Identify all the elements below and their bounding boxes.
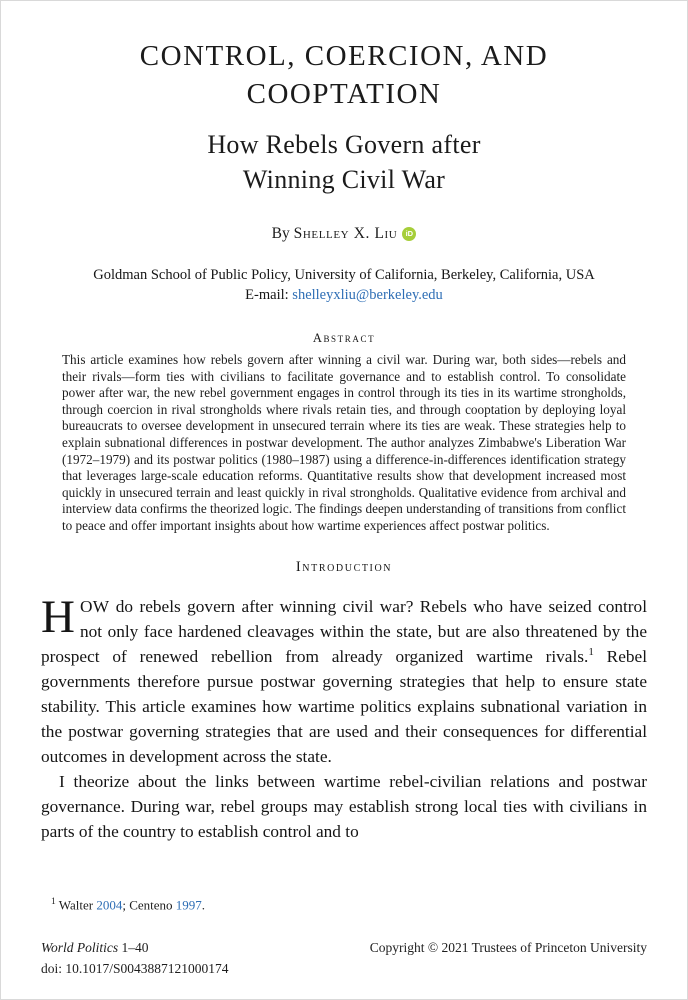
journal-title: World Politics (41, 940, 119, 955)
footnote-text: Walter (55, 897, 97, 912)
email-label: E-mail: (245, 287, 293, 303)
title-line-1: CONTROL, COERCION, AND (139, 40, 549, 72)
byline-prefix: By (271, 225, 294, 242)
intro-paragraph-1 (41, 590, 647, 769)
article-title (41, 37, 647, 113)
email-link[interactable]: shelleyxliu@berkeley.edu (292, 287, 443, 303)
journal-page-range: 1–40 (118, 940, 149, 955)
abstract-text: This article examines how rebels govern after winning a civil war. During war, both sides—rebels and their rivals—form ties with civilians to facilitate governance and to establish control. To consolidate power after war, the new rebel government engages in control through its ties in its wartime strongholds, through coercion in rival strongholds where rivals retain ties, and through cooptation by deploying loyal bureaucrats to oversee development in unsecured terrain where its ties are weak. These strategies help to explain subnational differences in postwar development. The author analyzes Zimbabwe's Liberation War (1972–1979) and its postwar politics (1980–1987) using a difference-in-differences identification strategy that leverages large-scale education reforms. Quantitative results show that development increased most quickly in unsecured terrain and least quickly in rival strongholds. Qualitative evidence from archival and interview data confirms the theorized logic. The findings deepen understanding of transitions from conflict to peace and offer important insights about how wartime experiences affect postwar politics. (62, 352, 626, 533)
page-footer (41, 937, 647, 979)
intro-paragraph-2: I theorize about the links between wartime rebel-civilian relations and postwar governance. During war, rebel groups may establish strong local ties with civilians in parts of the country to establish control and to (41, 771, 647, 841)
author-name: Shelley X. Liu (293, 225, 398, 242)
footer-left (41, 937, 229, 979)
footnote-text: ; Centeno (122, 897, 176, 912)
abstract-section (62, 331, 626, 535)
byline (41, 225, 647, 243)
orcid-icon[interactable]: iD (402, 227, 416, 241)
journal-info (41, 937, 229, 958)
footnote-text: . (201, 897, 206, 912)
paragraph-text: do rebels govern after winning civil war? Rebels who have seized control not only face hardened cleavages within the state, but are also threatened by the prospect of renewed rebellion from already organized wartime rivals. (41, 596, 647, 666)
paragraph-text: Rebel governments therefore pursue postwar governing strategies that help to ensure state stability. This article examines how wartime politics explains subnational variation in the postwar governing strategies that are used and their consequences for differential outcomes in development across the state. (41, 646, 647, 766)
title-line-2: COOPTATION (246, 78, 442, 110)
footnote-1 (41, 894, 647, 913)
paragraph-lead: OW (79, 596, 110, 616)
abstract-heading: Abstract (312, 331, 376, 345)
doi-line: doi: 10.1017/S0043887121000174 (41, 961, 229, 976)
footnote-number: 1 (51, 896, 56, 907)
article-subtitle (41, 127, 647, 197)
citation-link-centeno-1997[interactable]: 1997 (175, 897, 202, 912)
citation-link-walter-2004[interactable]: 2004 (96, 897, 123, 912)
introduction-heading: Introduction (295, 558, 393, 575)
footnote-marker-1: 1 (588, 645, 594, 658)
subtitle-line-1: How Rebels Govern after (207, 130, 481, 159)
subtitle-line-2: Winning Civil War (242, 165, 446, 194)
copyright-notice: Copyright © 2021 Trustees of Princeton University (369, 940, 647, 955)
author-affiliation: Goldman School of Public Policy, University of California, Berkeley, California, USA (93, 267, 595, 283)
email-line (41, 285, 647, 305)
drop-cap: H (41, 590, 75, 643)
